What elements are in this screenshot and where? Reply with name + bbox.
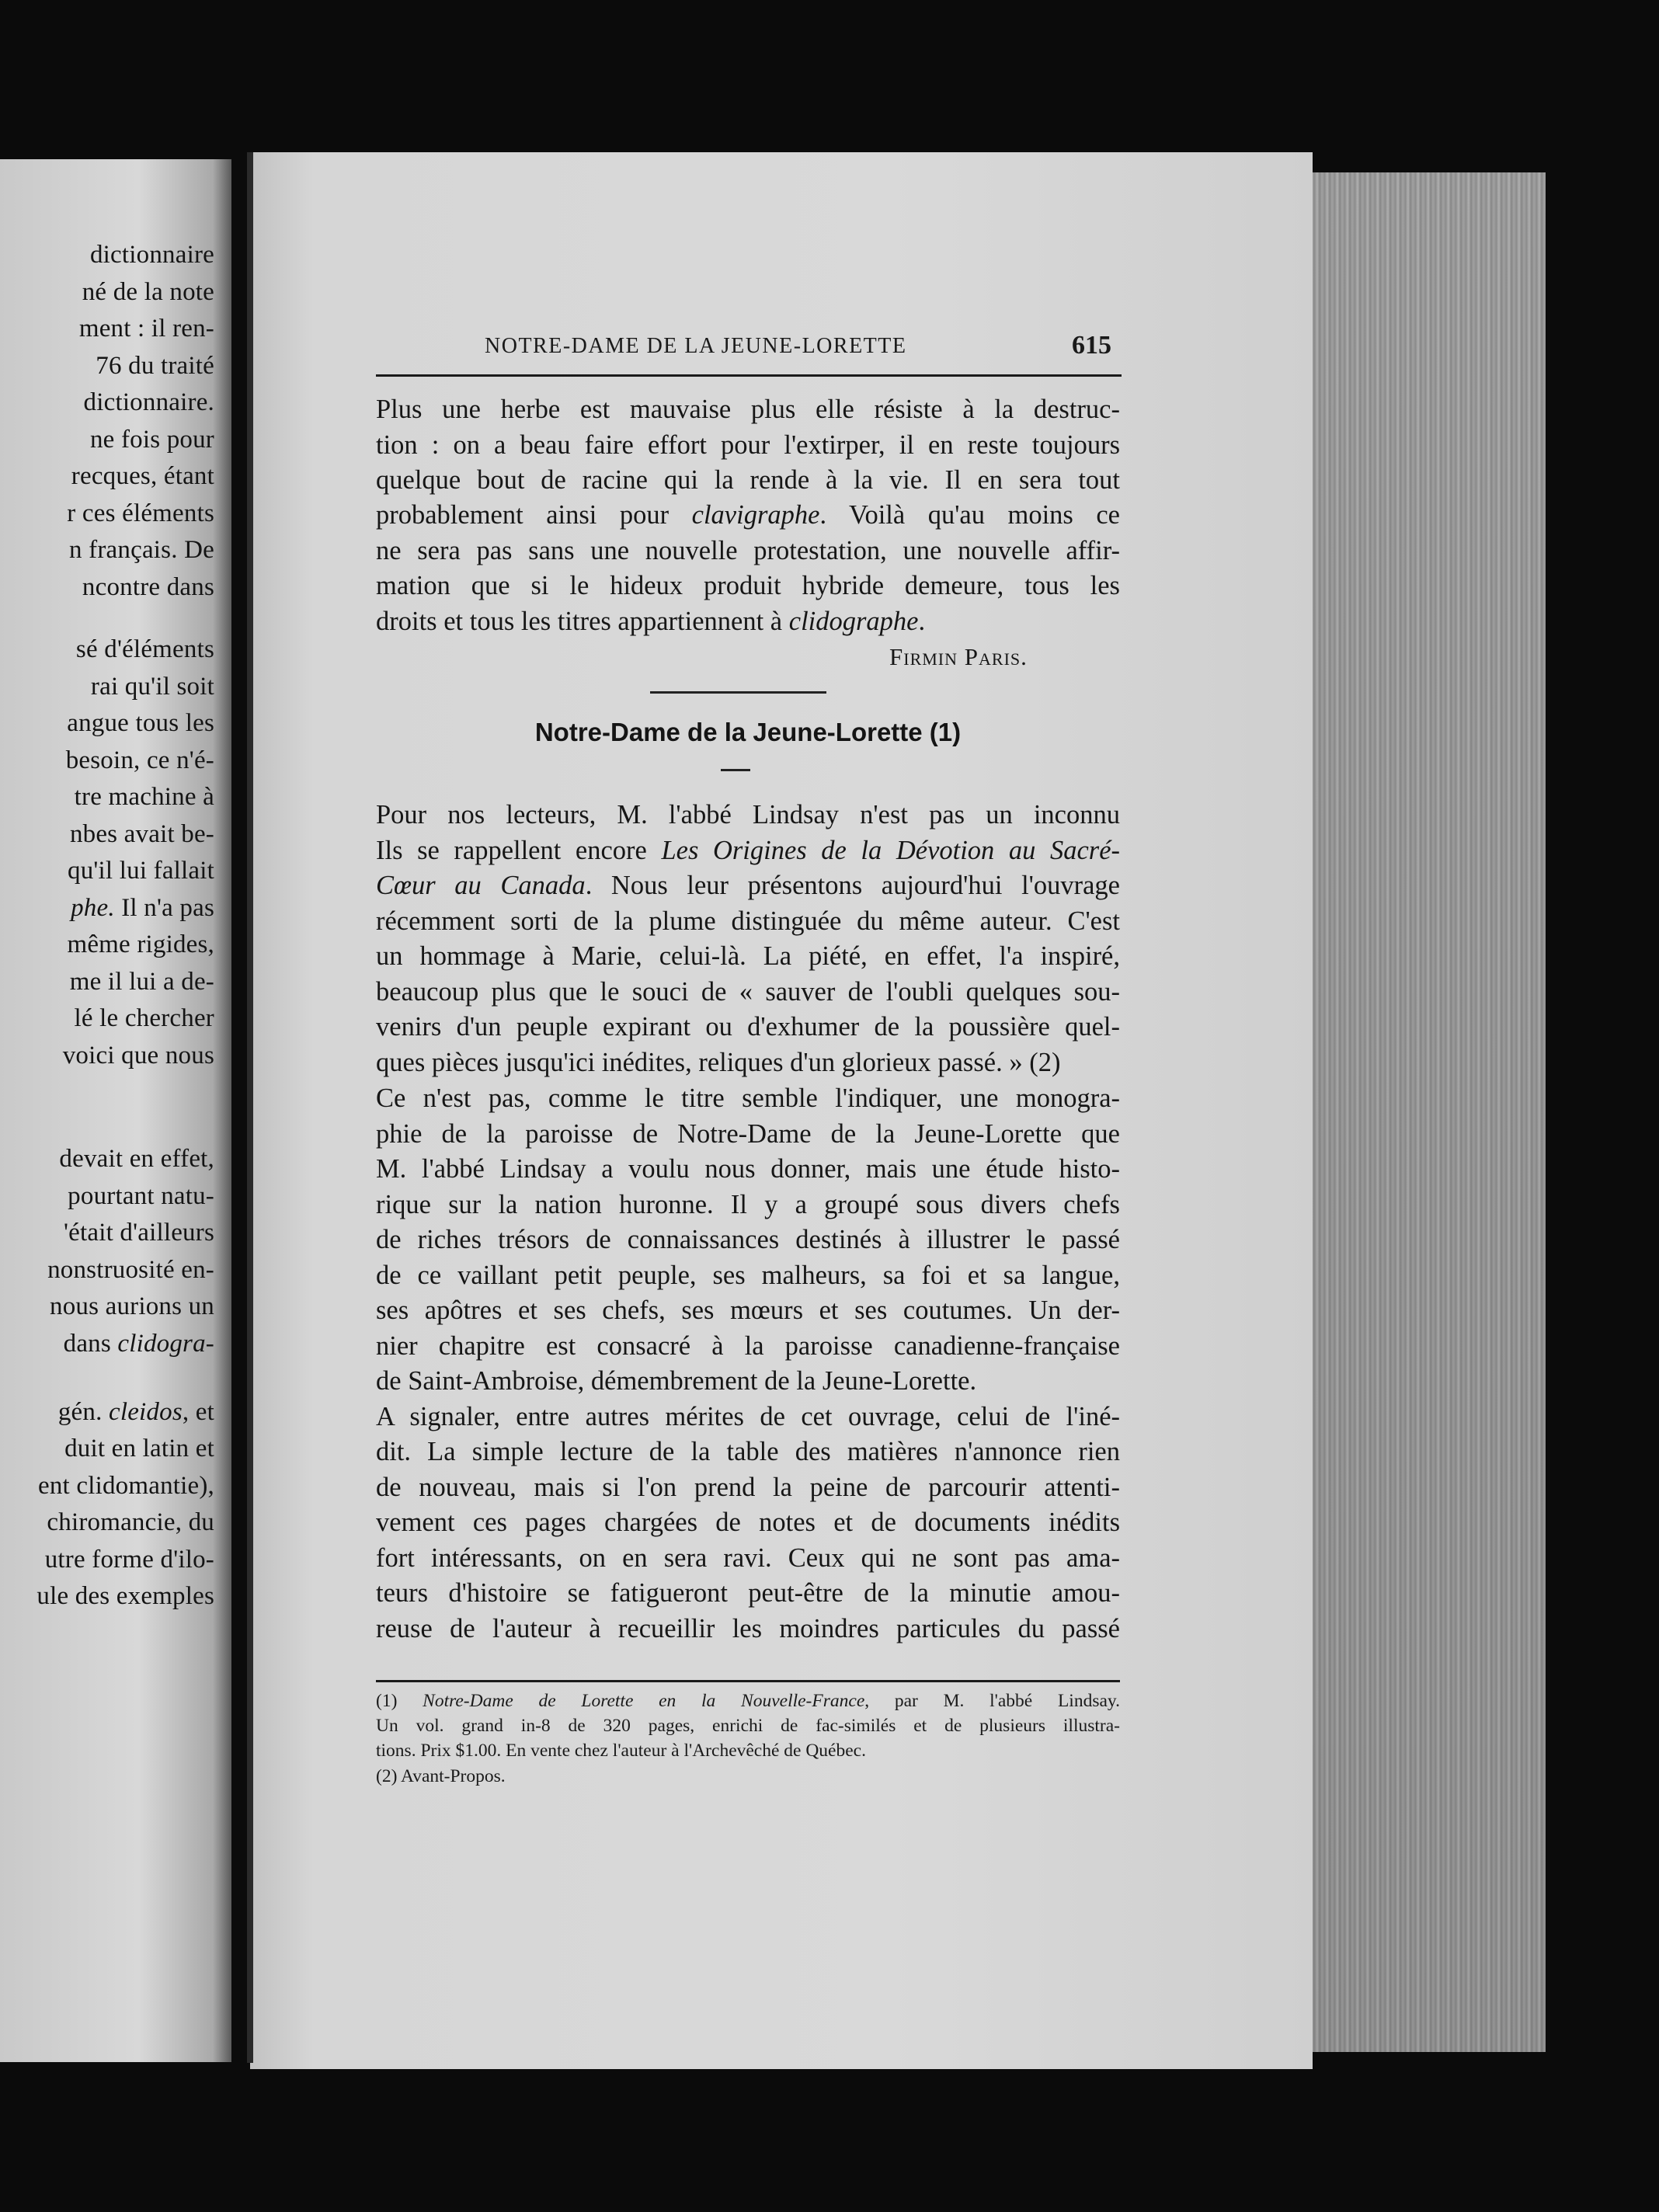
text-line: rique sur la nation huronne. Il y a groupé sous divers chefs — [376, 1190, 1120, 1219]
text-line: A signaler, entre autres mérites de cet ouvrage, celui de l'iné- — [376, 1402, 1120, 1431]
text-line: Ce n'est pas, comme le titre semble l'indiquer, une monogra- — [376, 1083, 1120, 1113]
left-page-line: ent clidomantie), — [38, 1472, 214, 1500]
text-line: de nouveau, mais si l'on prend la peine de parcourir attenti- — [376, 1473, 1120, 1502]
left-page-line: lé le chercher — [74, 1004, 214, 1032]
text-line: un hommage à Marie, celui-là. La piété, en effet, l'a inspiré, — [376, 941, 1120, 971]
text-line: ques pièces jusqu'ici inédites, reliques d'un glorieux passé. » (2) — [376, 1048, 1061, 1077]
left-page-line: utre forme d'ilo- — [44, 1546, 214, 1574]
left-page-line: ne fois pour — [89, 426, 214, 454]
left-page-line: nbes avait be- — [69, 820, 214, 848]
left-page-line: rai qu'il soit — [90, 673, 214, 701]
text-line: tion : on a beau faire effort pour l'extirper, il en reste toujours — [376, 430, 1120, 460]
left-page-line: gén. cleidos, et — [57, 1398, 214, 1426]
text-line: récemment sorti de la plume distinguée du même auteur. C'est — [376, 906, 1120, 936]
left-page-line: r ces éléments — [67, 499, 214, 527]
text-line: Ils se rappellent encore Les Origines de la Dévotion au Sacré- — [376, 836, 1120, 865]
left-page-line: recques, étant — [71, 462, 214, 490]
text-line: dit. La simple lecture de la table des matières n'annonce rien — [376, 1437, 1120, 1466]
article-title: Notre-Dame de la Jeune-Lorette (1) — [534, 718, 962, 746]
header-rule — [376, 374, 1122, 377]
footnote-line: tions. Prix $1.00. En vente chez l'auteur à l'Archevêché de Québec. — [376, 1741, 866, 1761]
footnote-line: Un vol. grand in-8 de 320 pages, enrichi de fac-similés et de plusieurs illustra- — [376, 1716, 1120, 1736]
text-line: ses apôtres et ses chefs, ses mœurs et ses coutumes. Un der- — [376, 1296, 1120, 1325]
left-page-line: 76 du traité — [96, 352, 214, 380]
text-line: teurs d'histoire se fatigueront peut-être de la minutie amou- — [376, 1578, 1120, 1608]
text-line: vement ces pages chargées de notes et de documents inédits — [376, 1508, 1120, 1537]
title-dash — [721, 769, 750, 771]
text-line: Plus une herbe est mauvaise plus elle résiste à la destruc- — [376, 395, 1120, 424]
left-page-line: ncontre dans — [82, 573, 214, 601]
left-page-line: qu'il lui fallait — [68, 857, 214, 885]
left-page-line: dans clidogra- — [63, 1330, 214, 1358]
left-page-line: voici que nous — [62, 1042, 214, 1069]
left-page-line: me il lui a de- — [69, 968, 214, 996]
left-page-line: ment : il ren- — [78, 315, 214, 343]
left-page — [0, 159, 231, 2062]
text-line: fort intéressants, on en sera ravi. Ceux qui ne sont pas ama- — [376, 1543, 1120, 1573]
left-page-line: devait en effet, — [59, 1145, 214, 1173]
left-page-line: né de la note — [82, 278, 214, 306]
text-line: de ce vaillant petit peuple, ses malheurs, sa foi et sa langue, — [376, 1261, 1120, 1290]
page-edges — [1305, 172, 1546, 2052]
text-line: nier chapitre est consacré à la paroisse canadienne-française — [376, 1331, 1120, 1361]
left-page-line: nous aurions un — [50, 1292, 214, 1320]
text-line: de riches trésors de connaissances destinés à illustrer le passé — [376, 1225, 1120, 1254]
page-number: 615 — [1072, 331, 1111, 360]
text-line: Pour nos lecteurs, M. l'abbé Lindsay n'est pas un inconnu — [376, 800, 1120, 830]
left-page-line: même rigides, — [67, 930, 214, 958]
footnote-line: (1) Notre-Dame de Lorette en la Nouvelle-France, par M. l'abbé Lindsay. — [376, 1691, 1120, 1711]
left-page-line: n français. De — [69, 536, 214, 564]
text-line: phie de la paroisse de Notre-Dame de la Jeune-Lorette que — [376, 1119, 1120, 1149]
text-line: M. l'abbé Lindsay a voulu nous donner, mais une étude histo- — [376, 1154, 1120, 1184]
text-line: Cœur au Canada. Nous leur présentons aujourd'hui l'ouvrage — [376, 871, 1120, 900]
section-divider — [650, 691, 826, 694]
text-line: probablement ainsi pour clavigraphe. Voilà qu'au moins ce — [376, 500, 1120, 530]
text-line: reuse de l'auteur à recueillir les moindres particules du passé — [376, 1614, 1120, 1643]
left-page-line: chiromancie, du — [47, 1508, 214, 1536]
text-line: mation que si le hideux produit hybride demeure, tous les — [376, 571, 1120, 600]
left-page-line: nonstruosité en- — [47, 1256, 214, 1284]
book-gutter — [247, 152, 253, 2063]
text-line: de Saint-Ambroise, démembrement de la Jeune-Lorette. — [376, 1366, 977, 1396]
left-page-line: duit en latin et — [64, 1435, 214, 1462]
running-head: NOTRE-DAME DE LA JEUNE-LORETTE — [485, 334, 907, 358]
text-line: beaucoup plus que le souci de « sauver de l'oubli quelques sou- — [376, 977, 1120, 1007]
left-page-line: ule des exemples — [37, 1582, 214, 1610]
left-page-line: pourtant natu- — [68, 1182, 214, 1210]
text-line: venirs d'un peuple expirant ou d'exhumer de la poussière quel- — [376, 1012, 1120, 1042]
text-line: droits et tous les titres appartiennent à clidographe. — [376, 607, 926, 636]
left-page-line: sé d'éléments — [75, 635, 214, 663]
footnote-line: (2) Avant-Propos. — [376, 1766, 506, 1786]
left-page-line: dictionnaire. — [83, 388, 214, 416]
footnote-rule — [376, 1680, 1120, 1682]
author-signature: Firmin Paris. — [889, 643, 1028, 670]
left-page-line: tre machine à — [74, 783, 214, 811]
left-page-line: 'était d'ailleurs — [64, 1219, 214, 1247]
left-page-line: phe. Il n'a pas — [71, 894, 214, 922]
text-line: ne sera pas sans une nouvelle protestation, une nouvelle affir- — [376, 536, 1120, 565]
left-page-line: besoin, ce n'é- — [65, 746, 214, 774]
text-line: quelque bout de racine qui la rende à la vie. Il en sera tout — [376, 465, 1120, 495]
left-page-line: angue tous les — [67, 709, 214, 737]
left-page-line: dictionnaire — [89, 241, 214, 269]
